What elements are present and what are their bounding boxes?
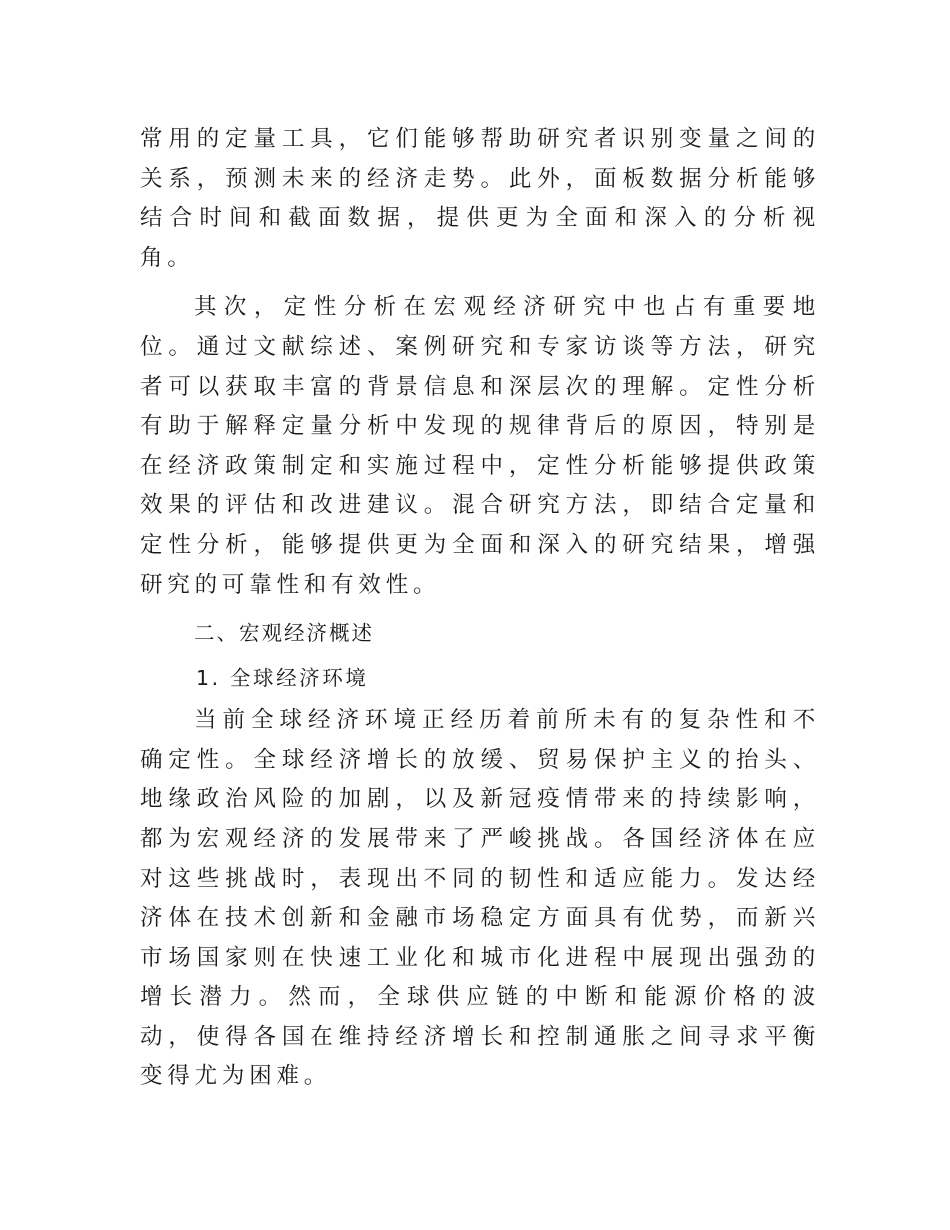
paragraph-global-environment: 当前全球经济环境正经历着前所未有的复杂性和不确定性。全球经济增长的放缓、贸易保护主义的抬头、地缘政治风险的加剧，以及新冠疫情带来的持续影响，都为宏观经济的发展带来了严峻挑战。各国经济体在应对这些挑战时，表现出不同的韧性和适应能力。发达经济体在技术创新和金融市场稳定方面具有优势，而新兴市场国家则在快速工业化和城市化进程中展现出强劲的增长潜力。然而，全球供应链的中断和能源价格的波动，使得各国在维持经济增长和控制通胀之间寻求平衡变得尤为困难。 [140, 707, 820, 1090]
subsection-heading: 1. 全球经济环境 [196, 666, 369, 691]
section-heading: 二、宏观经济概述 [194, 621, 374, 646]
document-body [140, 120, 820, 1097]
paragraph-qualitative-analysis: 其次，定性分析在宏观经济研究中也占有重要地位。通过文献综述、案例研究和专家访谈等方法，研究者可以获取丰富的背景信息和深层次的理解。定性分析有助于解释定量分析中发现的规律背后的原因，特别是在经济政策制定和实施过程中，定性分析能够提供政策效果的评估和改进建议。混合研究方法，即结合定量和定性分析，能够提供更为全面和深入的研究结果，增强研究的可靠性和有效性。 [140, 294, 820, 598]
paragraph-continuation: 常用的定量工具，它们能够帮助研究者识别变量之间的关系，预测未来的经济走势。此外，面板数据分析能够结合时间和截面数据，提供更为全面和深入的分析视角。 [140, 126, 820, 271]
